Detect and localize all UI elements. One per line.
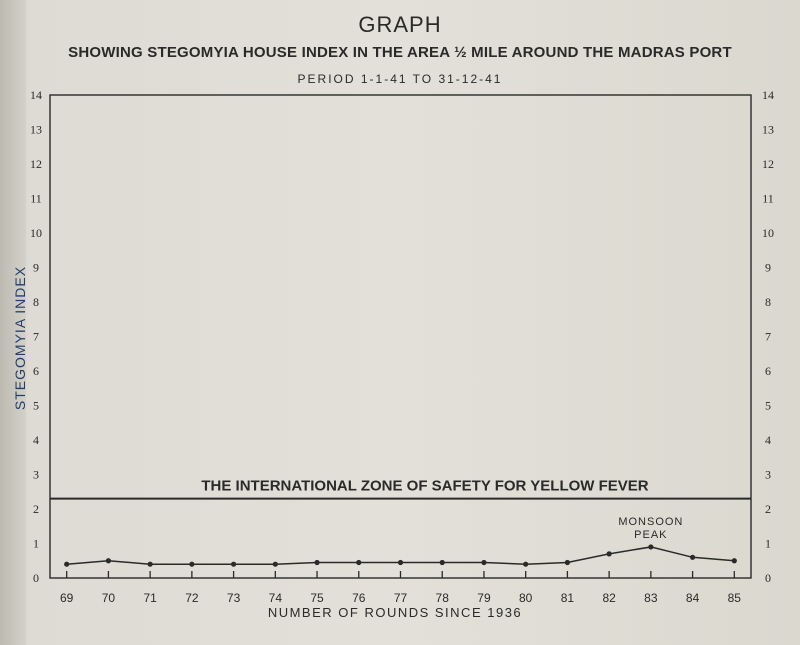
x-tick-label: 69 [60, 591, 74, 605]
y-tick-label-right: 10 [762, 226, 774, 240]
y-tick-label-right: 3 [765, 467, 771, 482]
y-tick-label-right: 2 [765, 502, 771, 516]
y-tick-label-left: 2 [33, 502, 39, 516]
x-tick-label: 78 [435, 591, 449, 605]
y-tick-label-right: 11 [762, 191, 774, 206]
monsoon-peak-label-2: PEAK [634, 528, 668, 541]
chart-title: GRAPH [358, 12, 442, 37]
data-point [314, 560, 319, 565]
x-tick-label: 74 [268, 591, 283, 605]
data-point [523, 562, 528, 567]
data-point [273, 562, 278, 567]
y-tick-label-right: 13 [762, 122, 774, 137]
chart-period: PERIOD 1-1-41 TO 31-12-41 [297, 72, 503, 86]
y-tick-label-left: 13 [30, 122, 42, 137]
data-point [106, 558, 111, 563]
data-point [148, 562, 153, 567]
data-point [648, 544, 653, 549]
x-tick-label: 81 [560, 591, 575, 605]
data-point [64, 562, 69, 567]
y-tick-label-right: 1 [765, 536, 771, 551]
y-tick-label-right: 5 [765, 398, 771, 413]
y-tick-label-left: 12 [30, 157, 42, 171]
y-tick-label-right: 0 [765, 571, 771, 585]
y-tick-label-right: 6 [765, 364, 771, 378]
y-tick-label-right: 9 [765, 260, 771, 275]
y-tick-label-right: 14 [762, 88, 774, 102]
x-tick-label: 85 [727, 591, 741, 605]
safety-zone-label: THE INTERNATIONAL ZONE OF SAFETY FOR YELLOW FEVER [201, 477, 649, 495]
y-tick-label-left: 9 [33, 260, 39, 275]
x-tick-label: 82 [602, 591, 616, 605]
plot-frame [50, 95, 751, 578]
y-tick-label-left: 10 [30, 226, 42, 240]
x-tick-label: 83 [644, 591, 658, 605]
data-point [398, 560, 403, 565]
x-tick-label: 76 [352, 591, 366, 605]
y-tick-label-left: 5 [33, 398, 39, 413]
x-tick-label: 71 [143, 591, 157, 605]
y-tick-label-left: 8 [33, 295, 39, 309]
x-axis-title: NUMBER OF ROUNDS SINCE 1936 [267, 605, 523, 620]
x-tick-label: 84 [685, 591, 700, 605]
data-point [189, 562, 194, 567]
x-tick-label: 80 [518, 591, 533, 605]
y-axis-title: STEGOMYIA INDEX [12, 265, 28, 411]
data-point [607, 551, 612, 556]
y-tick-label-right: 4 [765, 433, 771, 447]
y-tick-label-left: 3 [33, 467, 39, 482]
y-tick-label-left: 1 [33, 536, 39, 551]
y-tick-label-left: 11 [30, 191, 42, 206]
y-tick-label-left: 14 [30, 88, 42, 102]
y-tick-label-right: 8 [765, 295, 771, 309]
data-point [440, 560, 445, 565]
data-point [356, 560, 361, 565]
monsoon-peak-label: MONSOON [618, 515, 684, 528]
y-tick-label-left: 4 [33, 433, 39, 447]
data-point [231, 562, 236, 567]
y-tick-label-left: 0 [33, 571, 39, 585]
x-tick-label: 70 [101, 591, 116, 605]
y-tick-label-right: 12 [762, 157, 774, 171]
x-tick-label: 77 [393, 591, 408, 605]
x-tick-label: 75 [310, 591, 324, 605]
y-tick-label-left: 6 [33, 364, 39, 378]
data-point [732, 558, 737, 563]
x-tick-label: 73 [226, 591, 241, 605]
x-tick-label: 79 [477, 591, 491, 605]
data-point [481, 560, 486, 565]
data-point [690, 555, 695, 560]
x-tick-label: 72 [185, 591, 199, 605]
y-tick-label-right: 7 [765, 329, 771, 344]
data-point [565, 560, 570, 565]
y-tick-label-left: 7 [33, 329, 39, 344]
chart-subtitle: SHOWING STEGOMYIA HOUSE INDEX IN THE AREA ½ MILE AROUND THE MADRAS PORT [68, 44, 732, 61]
